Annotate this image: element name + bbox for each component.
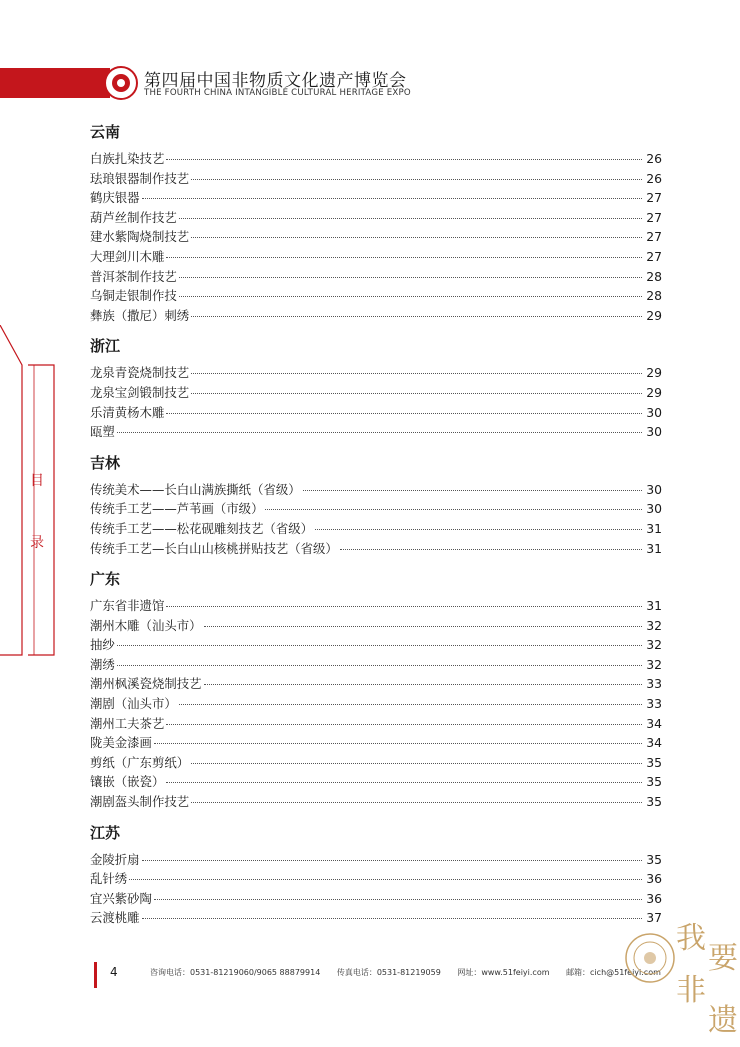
footer-fax: 传真电话：0531-81219059 <box>336 968 441 977</box>
dot-leader <box>265 509 642 510</box>
section-title: 浙江 <box>90 337 121 356</box>
footer-email[interactable]: 邮箱：cich@51feiyi.com <box>566 968 661 977</box>
entry-name: 潮州枫溪瓷烧制技艺 <box>90 676 202 692</box>
entry-page: 31 <box>646 598 662 614</box>
entry-name: 传统手工艺——芦苇画（市级） <box>90 501 264 517</box>
entry-name: 潮剧（汕头市） <box>90 696 177 712</box>
entry-name: 普洱茶制作技艺 <box>90 268 177 284</box>
entry-name: 剪纸（广东剪纸） <box>90 754 190 770</box>
toc-entry[interactable] <box>90 519 662 539</box>
dot-leader <box>129 879 642 880</box>
header-red-bar <box>0 68 110 98</box>
entry-name: 白族扎染技艺 <box>90 151 165 166</box>
toc-entry[interactable] <box>90 227 662 247</box>
entry-page: 35 <box>646 754 662 770</box>
dot-leader <box>204 626 642 627</box>
entry-page: 27 <box>646 190 662 206</box>
section-title: 广东 <box>90 570 121 589</box>
dot-leader <box>191 179 642 180</box>
toc-entry[interactable] <box>90 539 662 559</box>
tab-outline-icon <box>0 325 60 660</box>
toc-entry[interactable] <box>90 480 662 500</box>
entry-page: 29 <box>646 365 662 381</box>
entry-page: 29 <box>646 384 662 400</box>
entry-page: 30 <box>646 424 662 440</box>
toc-entry[interactable] <box>90 869 662 889</box>
entry-page: 33 <box>646 676 662 692</box>
toc-entry[interactable] <box>90 714 662 734</box>
toc-entry[interactable] <box>90 655 662 675</box>
woyao-feiyi-stamp-icon <box>616 918 740 1047</box>
dot-leader <box>166 257 642 258</box>
stamp-char-3: 非 <box>676 973 706 1008</box>
section-title: 云南 <box>90 123 121 141</box>
toc-entry[interactable] <box>90 499 662 519</box>
entry-page: 36 <box>646 890 662 906</box>
dot-leader <box>142 918 642 919</box>
footer-red-marker <box>94 962 97 988</box>
dot-leader <box>142 198 642 199</box>
dot-leader <box>191 802 642 803</box>
entry-name: 葫芦丝制作技艺 <box>90 209 177 225</box>
toc-entry[interactable] <box>90 383 662 403</box>
entry-page: 31 <box>646 540 662 556</box>
tab-char-lu: 录 <box>30 535 44 551</box>
entry-page: 31 <box>646 520 662 536</box>
entry-name: 珐琅银器制作技艺 <box>90 170 190 186</box>
dot-leader <box>142 860 642 861</box>
dot-leader <box>179 218 642 219</box>
entry-name: 镶嵌（嵌瓷） <box>90 774 165 790</box>
toc-entry[interactable] <box>90 674 662 694</box>
toc-entry[interactable] <box>90 363 662 383</box>
toc-entry[interactable] <box>90 616 662 636</box>
entry-name: 乱针绣 <box>90 871 128 887</box>
toc-section <box>90 452 662 558</box>
dot-leader <box>191 237 642 238</box>
entry-page: 35 <box>646 774 662 790</box>
dot-leader <box>117 665 642 666</box>
dot-leader <box>179 296 642 297</box>
entry-page: 26 <box>646 151 662 166</box>
dot-leader <box>204 684 642 685</box>
toc-section <box>90 822 662 928</box>
section-title: 江苏 <box>90 823 121 842</box>
entry-name: 建水紫陶烧制技艺 <box>90 229 190 245</box>
entry-name: 潮州工夫茶艺 <box>90 715 165 731</box>
toc-entry[interactable] <box>90 733 662 753</box>
expo-title-en: THE FOURTH CHINA INTANGIBLE CULTURAL HERITAGE EXPO <box>144 88 411 98</box>
toc-section <box>90 335 662 441</box>
entry-name: 宜兴紫砂陶 <box>90 890 152 906</box>
table-of-contents-tab <box>0 325 60 660</box>
entry-page: 26 <box>646 170 662 186</box>
toc-entry[interactable] <box>90 169 662 189</box>
dot-leader <box>340 549 642 550</box>
toc-entry[interactable] <box>90 286 662 306</box>
dot-leader <box>179 704 642 705</box>
dot-leader <box>179 277 642 278</box>
footer-website[interactable]: 网址：www.51feiyi.com <box>457 968 550 977</box>
expo-title-cn: 第四届中国非物质文化遗产博览会 <box>144 71 407 91</box>
toc-entry[interactable] <box>90 208 662 228</box>
dot-leader <box>117 645 642 646</box>
dot-leader <box>166 782 642 783</box>
toc-entry[interactable] <box>90 149 662 169</box>
stamp-char-1: 我 <box>676 921 706 956</box>
toc-entry[interactable] <box>90 753 662 773</box>
toc-section <box>90 568 662 812</box>
entry-name: 龙泉宝剑锻制技艺 <box>90 384 190 400</box>
entry-name: 乌铜走银制作技 <box>90 288 177 304</box>
toc-entry[interactable] <box>90 850 662 870</box>
entry-name: 传统手工艺—长白山山核桃拼贴技艺（省级） <box>90 540 338 556</box>
toc-entry[interactable] <box>90 422 662 442</box>
entry-page: 37 <box>646 910 662 926</box>
entry-name: 陇美金漆画 <box>90 735 152 751</box>
entry-name: 鹤庆银器 <box>90 190 140 206</box>
entry-name: 抽纱 <box>90 637 115 653</box>
entry-page: 27 <box>646 229 662 245</box>
entry-name: 传统美术——长白山满族撕纸（省级） <box>90 481 301 497</box>
entry-page: 34 <box>646 715 662 731</box>
footer-contact <box>150 967 675 978</box>
toc-entry[interactable] <box>90 694 662 714</box>
entry-page: 34 <box>646 735 662 751</box>
entry-page: 30 <box>646 404 662 420</box>
dot-leader <box>191 373 642 374</box>
toc-entry[interactable] <box>90 792 662 812</box>
entry-page: 36 <box>646 871 662 887</box>
entry-name: 金陵折扇 <box>90 851 140 867</box>
toc-entry[interactable] <box>90 772 662 792</box>
toc-entry[interactable] <box>90 889 662 909</box>
table-of-contents <box>90 118 662 938</box>
entry-page: 30 <box>646 501 662 517</box>
entry-page: 27 <box>646 209 662 225</box>
entry-name: 大理剑川木雕 <box>90 248 165 264</box>
entry-name: 传统手工艺——松花砚雕刻技艺（省级） <box>90 520 314 536</box>
entry-page: 28 <box>646 268 662 284</box>
dot-leader <box>191 393 642 394</box>
entry-page: 27 <box>646 248 662 264</box>
entry-name: 广东省非遗馆 <box>90 598 165 614</box>
toc-entry[interactable] <box>90 247 662 267</box>
dot-leader <box>154 743 642 744</box>
toc-entry[interactable] <box>90 306 662 326</box>
toc-section <box>90 121 662 325</box>
entry-page: 30 <box>646 481 662 497</box>
entry-page: 28 <box>646 288 662 304</box>
stamp-char-2: 要 <box>708 941 738 976</box>
entry-name: 乐清黄杨木雕 <box>90 404 165 420</box>
entry-page: 29 <box>646 307 662 323</box>
toc-entry[interactable] <box>90 908 662 928</box>
entry-page: 32 <box>646 617 662 633</box>
dot-leader <box>166 159 642 160</box>
tab-char-mu: 目 <box>30 473 44 489</box>
entry-page: 35 <box>646 851 662 867</box>
dot-leader <box>117 432 642 433</box>
toc-entry[interactable] <box>90 267 662 287</box>
dot-leader <box>166 413 642 414</box>
dot-leader <box>315 529 642 530</box>
entry-page: 35 <box>646 794 662 810</box>
dot-leader <box>154 899 642 900</box>
toc-entry[interactable] <box>90 635 662 655</box>
dot-leader <box>303 490 642 491</box>
footer-phone: 咨询电话：0531-81219060/9065 88879914 <box>150 968 321 977</box>
dot-leader <box>166 724 642 725</box>
entry-name: 潮州木雕（汕头市） <box>90 617 202 633</box>
entry-page: 32 <box>646 656 662 672</box>
entry-name: 潮绣 <box>90 656 115 672</box>
toc-entry[interactable] <box>90 403 662 423</box>
entry-name: 龙泉青瓷烧制技艺 <box>90 365 190 381</box>
stamp-char-4: 遗 <box>708 1003 738 1038</box>
dot-leader <box>191 763 642 764</box>
dot-leader <box>191 316 642 317</box>
entry-name: 彝族（撒尼）刺绣 <box>90 307 190 323</box>
toc-entry[interactable] <box>90 188 662 208</box>
entry-name: 云渡桃雕 <box>90 910 140 926</box>
entry-name: 瓯塑 <box>90 424 115 440</box>
entry-name: 潮剧盔头制作技艺 <box>90 794 190 810</box>
expo-logo-icon <box>104 66 138 100</box>
page-number: 4 <box>110 965 118 979</box>
section-title: 吉林 <box>90 453 121 472</box>
toc-entry[interactable] <box>90 596 662 616</box>
entry-page: 33 <box>646 696 662 712</box>
dot-leader <box>166 606 642 607</box>
entry-page: 32 <box>646 637 662 653</box>
